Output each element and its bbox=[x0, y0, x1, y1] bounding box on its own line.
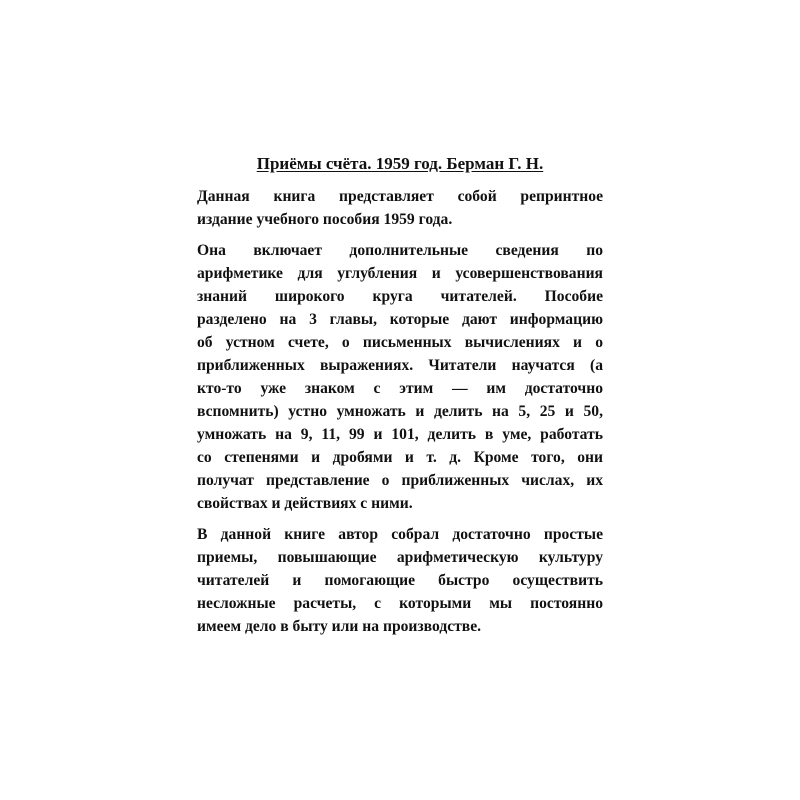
paragraph-line: приемы, повышающие арифметическую культуру bbox=[197, 549, 603, 566]
paragraph-line: знаний широкого круга читателей. Пособие bbox=[197, 288, 603, 305]
paragraph-line: об устном счете, о письменных вычислениях и о bbox=[197, 334, 603, 351]
paragraph-line: умножать на 9, 11, 99 и 101, делить в уме, работать bbox=[197, 426, 603, 443]
paragraph-line: читателей и помогающие быстро осуществить bbox=[197, 572, 603, 589]
paragraph-1 bbox=[197, 185, 603, 231]
paragraph-line: Данная книга представляет собой репринтное bbox=[197, 188, 603, 205]
paragraph-line: получат представление о приближенных числах, их bbox=[197, 472, 603, 489]
paragraph-2 bbox=[197, 239, 603, 515]
paragraph-line: кто-то уже знаком с этим — им достаточно bbox=[197, 380, 603, 397]
paragraph-line: со степенями и дробями и т. д. Кроме того, они bbox=[197, 449, 603, 466]
paragraph-line: имеем дело в быту или на производстве. bbox=[197, 618, 482, 635]
paragraph-line: свойствах и действиях с ними. bbox=[197, 495, 413, 512]
paragraph-line: издание учебного пособия 1959 года. bbox=[197, 211, 453, 228]
document-page bbox=[197, 153, 603, 646]
paragraph-line: арифметике для углубления и усовершенствования bbox=[197, 265, 603, 282]
paragraph-line: несложные расчеты, с которыми мы постоянно bbox=[197, 595, 603, 612]
paragraph-line: В данной книге автор собрал достаточно простые bbox=[197, 526, 603, 543]
document-title: Приёмы счёта. 1959 год. Берман Г. Н. bbox=[256, 154, 544, 173]
paragraph-line: вспомнить) устно умножать и делить на 5, 25 и 50, bbox=[197, 403, 603, 420]
paragraph-3 bbox=[197, 523, 603, 638]
paragraph-line: приближенных выражениях. Читатели научатся (а bbox=[197, 357, 603, 374]
paragraph-line: Она включает дополнительные сведения по bbox=[197, 242, 603, 259]
paragraph-line: разделено на 3 главы, которые дают информацию bbox=[197, 311, 603, 328]
